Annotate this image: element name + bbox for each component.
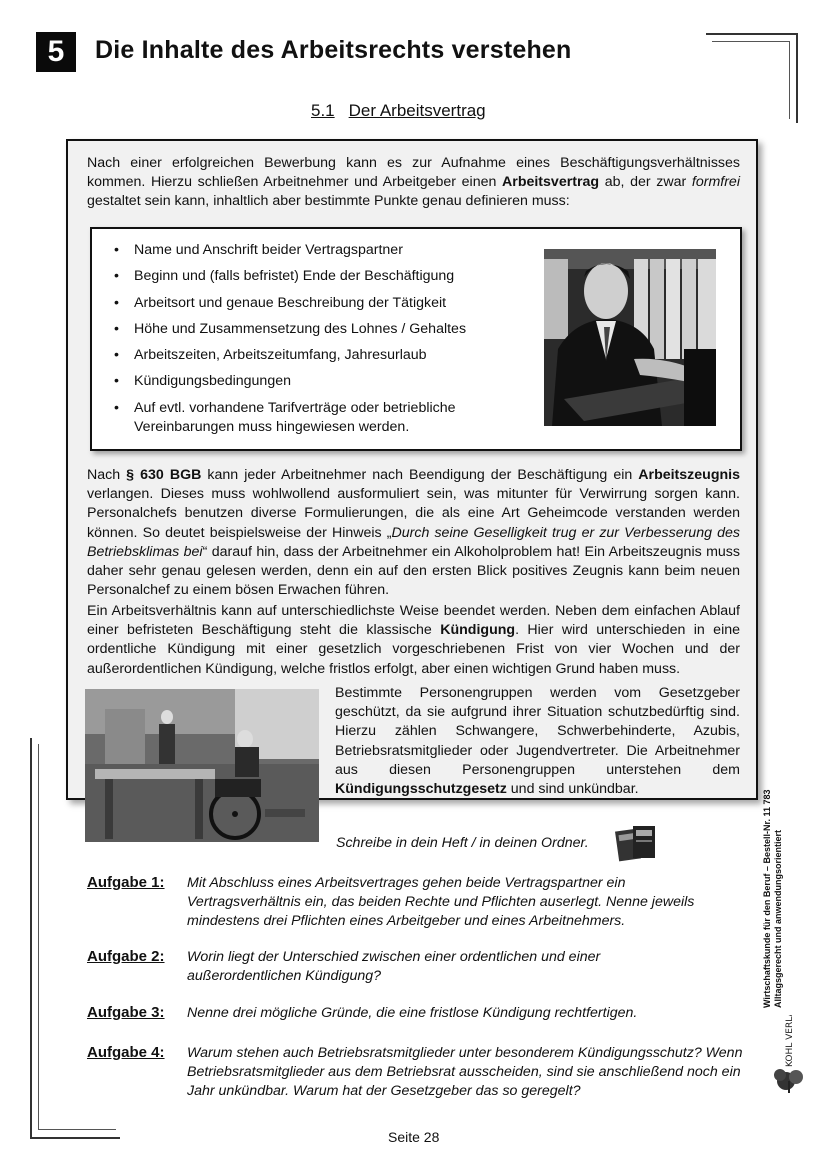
list-item: • Arbeitsort und genaue Beschreibung der Tätigkeit bbox=[112, 294, 532, 313]
list-item: • Beginn und (falls befristet) Ende der Beschäftigung bbox=[112, 267, 532, 286]
workshop-photo bbox=[85, 689, 319, 842]
list-item: • Name und Anschrift beider Vertragspartner bbox=[112, 241, 532, 260]
task-text: Nenne drei mögliche Gründe, die eine fristlose Kündigung rechtfertigen. bbox=[187, 1005, 638, 1021]
section-title bbox=[311, 101, 500, 121]
corner-line bbox=[38, 744, 39, 1129]
task-label: Aufgabe 4: bbox=[87, 1044, 165, 1061]
sidebar-line: Alltagsgerecht und anwendungsorientiert bbox=[773, 829, 783, 1008]
task-label: Aufgabe 2: bbox=[87, 948, 165, 965]
list-item: • Auf evtl. vorhandene Tarifverträge oder betriebliche Vereinbarungen muss hingewiesen werden. bbox=[112, 399, 532, 437]
contract-points-list bbox=[112, 241, 532, 444]
corner-line bbox=[789, 41, 790, 119]
list-item: • Höhe und Zusammensetzung des Lohnes / Gehaltes bbox=[112, 320, 532, 339]
notebook-icon bbox=[615, 824, 659, 862]
corner-line bbox=[712, 41, 789, 42]
task-text: Worin liegt der Unterschied zwischen einer ordentlichen und einer außerordentlichen Kündigung? bbox=[187, 949, 601, 985]
task-label: Aufgabe 1: bbox=[87, 874, 165, 891]
zeugnis-paragraph: Nach § 630 BGB kann jeder Arbeitnehmer nach Beendigung der Beschäftigung ein Arbeitszeugnis verlangen. Dieses muss wohlwollend ausformuliert sein, was mitunter für Verwirrung sorgen kann. Personalchefs benutzen diverse Formulierungen, die als eine Art Geheimcode verstanden werden können. So deutet beispielsweise der Hinweis „Durch seine Geselligkeit trug er zur Verbesserung des Betriebsklimas bei“ darauf hin, dass der Arbeitnehmer ein Alkoholproblem hat! Ein Arbeitszeugnis muss daher sehr genau gelesen werden, denn ein auf den ersten Blick positives Zeugnis kann beim neuen Personalchef zu einem bösen Erwachen führen. bbox=[87, 467, 740, 599]
sidebar-imprint bbox=[762, 740, 812, 1008]
task-text: Warum stehen auch Betriebsratsmitglieder unter besonderem Kündigungsschutz? Wenn Betriebsratsmitglieder aus dem Betriebsrat ausscheiden, sind sie anschließend noch ein Jahr unkündbar. Warum hat der Gesetzgeber das so geregelt? bbox=[187, 1045, 743, 1100]
corner-line bbox=[30, 1137, 120, 1139]
corner-line bbox=[796, 33, 798, 123]
corner-line bbox=[706, 33, 796, 35]
publisher-name: KOHL VERLAG bbox=[785, 1015, 795, 1067]
instruction-text: Schreibe in dein Heft / in deinen Ordner. bbox=[336, 835, 589, 851]
sidebar-line: Wirtschaftskunde für den Beruf – Bestell-Nr. 11 783 bbox=[762, 789, 772, 1008]
page-number: Seite 28 bbox=[388, 1129, 440, 1145]
section-name: Der Arbeitsvertrag bbox=[348, 101, 486, 120]
list-item: • Arbeitszeiten, Arbeitszeitumfang, Jahresurlaub bbox=[112, 346, 532, 365]
kuendigungsschutz-paragraph: Bestimmte Personengruppen werden vom Gesetzgeber geschützt, da sie aufgrund ihrer Situation schutzbedürftig sind. Hierzu zählen Schwangere, Schwerbehinderte, Azubis, Betriebsratsmitglieder oder Jugendvertreter. Die Arbeitnehmer aus diesen Personengruppen unterstehen dem Kündigungsschutzgesetz und sind unkündbar. bbox=[335, 685, 740, 798]
task-label: Aufgabe 3: bbox=[87, 1004, 165, 1021]
chapter-number: 5 bbox=[36, 32, 76, 72]
publisher-logo bbox=[770, 1015, 810, 1095]
chapter-title: Die Inhalte des Arbeitsrechts verstehen bbox=[95, 36, 572, 64]
task-text: Mit Abschluss eines Arbeitsvertrages gehen beide Vertragspartner ein Vertragsverhältnis ein, das beiden Rechte und Pflichten auserlegt. Nenne jeweils mindestens drei Pflichten eines Arbeitgeber und eines Arbeitnehmers. bbox=[187, 875, 695, 930]
section-number: 5.1 bbox=[311, 101, 335, 120]
list-item: • Kündigungsbedingungen bbox=[112, 372, 532, 391]
intro-paragraph: Nach einer erfolgreichen Bewerbung kann es zur Aufnahme eines Beschäftigungsverhältnisses kommen. Hierzu schließen Arbeitnehmer und Arbeitgeber einen Arbeitsvertrag ab, der zwar formfrei gestaltet sein kann, inhaltlich aber bestimmte Punkte genau definieren muss: bbox=[87, 155, 740, 210]
kuendigung-paragraph: Ein Arbeitsverhältnis kann auf unterschiedlichste Weise beendet werden. Neben dem einfachen Ablauf einer befristeten Beschäftigung steht die klassische Kündigung. Hier wird unterschieden in eine ordentliche Kündigung mit einer gesetzlich vorgeschriebenen Frist von vier Wochen und der außerordentlichen Kündigung, welche fristlos erfolgt, aber einen wichtigen Grund haben muss. bbox=[87, 603, 741, 677]
businessman-photo bbox=[544, 249, 716, 426]
corner-line bbox=[38, 1129, 116, 1130]
corner-line bbox=[30, 738, 32, 1138]
